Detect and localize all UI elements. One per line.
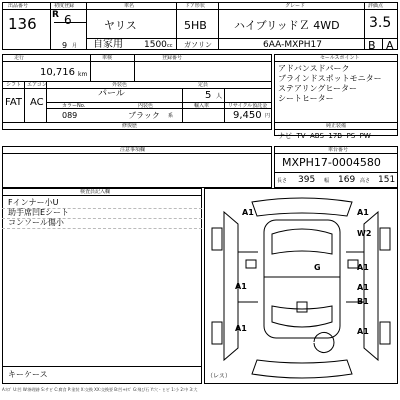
label-chassis: 車台番号 [328, 147, 349, 153]
color-no-value: 089 [62, 111, 78, 120]
equipment-item: ABS [309, 132, 324, 140]
door-shape-value: 5HB [184, 19, 207, 32]
legend-footer: A:ｷｽﾞ U:凹 W:修理跡 S:サビ C:腐食 P:塗装 X:交換 XX:交換要 B:凹+ｷｽﾞ G:飛び石 Y:穴・ヒビ 1:小 2:中 3:大 [2, 387, 198, 392]
interior-score: B [368, 39, 376, 52]
sales-point-item: ステアリングヒーター [278, 84, 358, 93]
seats-unit: 人 [216, 93, 223, 100]
fuel-value: ガソリン [184, 41, 212, 49]
damage-mark: A1 [235, 282, 247, 291]
auction-sheet [2, 2, 398, 398]
label-sales-points: セールスポイント [320, 55, 360, 61]
label-color-no: カラーNo. [62, 103, 86, 109]
label-mileage: 走行 [14, 55, 25, 61]
displacement-unit: cc [167, 43, 173, 49]
damage-mark: A1 [357, 208, 369, 217]
shift-value: FAT [5, 97, 23, 108]
seats-value: 5 [205, 90, 212, 101]
recycle-value: 9,450 [233, 110, 262, 121]
label-first-reg: 初度登録 [54, 3, 75, 9]
equipment-item: TV [296, 132, 306, 140]
damage-mark: A1 [242, 208, 254, 217]
label-notes: 注意事項欄 [120, 147, 146, 153]
label-history: 修復歴 [122, 123, 138, 129]
label-recycle: リサイクル預託金 [228, 103, 268, 109]
equipment-item: ナビ [278, 132, 292, 140]
damage-mark: A1 [357, 327, 369, 336]
aircon-value: AC [30, 97, 44, 108]
era-letter: R [52, 10, 59, 20]
label-inspector: 検査員記入欄 [80, 189, 111, 195]
damage-mark: W2 [357, 229, 372, 238]
chassis-number: MXPH17-0004580 [282, 156, 381, 169]
inspector-note: コンソール傷小 [8, 218, 64, 227]
reg-year: 6 [64, 13, 72, 27]
score-value: 3.5 [369, 15, 392, 31]
label-score: 評価点 [368, 3, 384, 9]
label-grade: グレード [285, 3, 306, 9]
width-value: 169 [338, 175, 356, 185]
label-door-shape: ドア形状 [185, 3, 205, 9]
damage-mark: G [314, 263, 321, 272]
label-height: 高さ [360, 178, 371, 184]
label-interior-color: 内装色 [138, 103, 154, 109]
exterior-color-value: パール [98, 89, 125, 99]
label-import: 輸入車 [194, 103, 210, 109]
displacement-value: 1500 [144, 40, 167, 50]
label-equipment: 純正装備 [326, 123, 347, 129]
label-width: 幅 [324, 178, 330, 184]
equipment-item: PS [346, 132, 356, 140]
label-lot-no: 出品番号 [8, 3, 29, 9]
height-value: 151 [378, 175, 396, 185]
label-seats: 定員 [198, 82, 209, 88]
sales-point-item: シートヒーター [278, 94, 334, 103]
reg-month: 9 [62, 41, 68, 50]
label-aircon: エアコン [27, 82, 47, 88]
label-length: 長さ [277, 178, 288, 184]
car-name-value: ヤリス [104, 19, 137, 32]
interior-suffix: 系 [168, 113, 174, 119]
recycle-unit: 円 [265, 113, 271, 119]
sales-points-list [278, 64, 382, 104]
equipment-item: PW [359, 132, 371, 140]
exterior-score: A [386, 39, 394, 52]
reg-month-unit: 月 [72, 43, 78, 49]
label-shaken: 車検 [102, 55, 113, 61]
interior-color-value: ブラック [128, 111, 160, 120]
equipment-item: 17B [328, 132, 343, 140]
length-value: 395 [298, 175, 316, 185]
inspector-notes-list [8, 198, 69, 228]
damage-mark: A1 [357, 263, 369, 272]
label-hyouki: 登録番号 [162, 55, 183, 61]
model-value: 6AA-MXPH17 [263, 40, 322, 50]
damage-mark: A1 [357, 283, 369, 292]
mileage-value: 10,716 [40, 67, 75, 78]
diagram-side-label: （レス） [207, 373, 231, 380]
sales-point-item: ブラインドスポットモニター [278, 74, 382, 83]
lot-number: 136 [8, 15, 37, 33]
mileage-unit: km [78, 71, 88, 78]
sales-point-item: アドバンスドパーク [278, 64, 350, 73]
damage-mark: B1 [357, 297, 369, 306]
key-case: キーケース [8, 370, 48, 379]
inspector-note: 助手席凹Eシート [8, 208, 70, 217]
grade-value: ハイブリッドＺ 4WD [234, 19, 340, 32]
label-shift: シフト [6, 82, 22, 88]
label-exterior-color: 外装色 [112, 82, 128, 88]
inspector-note: Fインナー小U [8, 198, 59, 207]
label-car-name: 車名 [124, 3, 135, 9]
usage-value: 自家用 [93, 39, 123, 50]
damage-mark: A1 [235, 324, 247, 333]
equipment-list [278, 131, 371, 141]
